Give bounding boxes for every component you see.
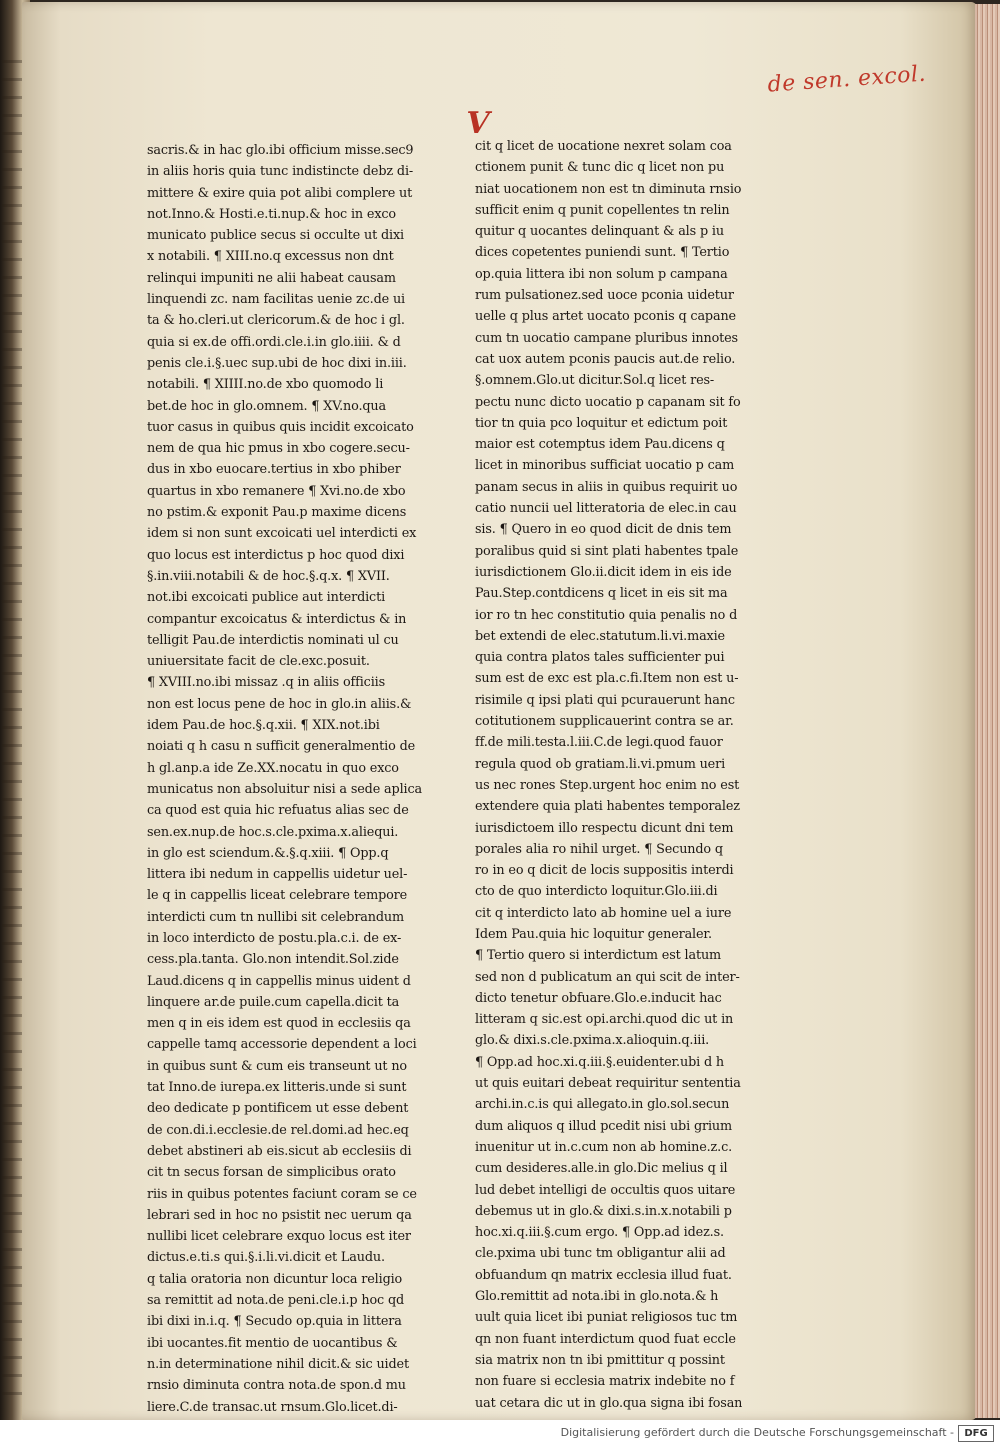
- text-line: hoc.xi.q.iii.§.cum ergo. ¶ Opp.ad idez.s.: [475, 1225, 724, 1241]
- text-line: §.omnem.Glo.ut dicitur.Sol.q licet res-: [475, 373, 715, 389]
- text-line: dicto tenetur obfuare.Glo.e.inducit hac: [475, 990, 722, 1006]
- text-line: obfuandum qn matrix ecclesia illud fuat.: [475, 1267, 732, 1283]
- text-line: tior tn quia pco loquitur et edictum poit: [475, 415, 728, 431]
- text-line: ta & ho.cleri.ut clericorum.& de hoc i gl.: [147, 313, 405, 329]
- text-line: us nec rones Step.urgent hoc enim no est: [475, 777, 740, 793]
- text-line: n.in determinatione nihil dicit.& sic uidet: [147, 1356, 409, 1372]
- text-line: q talia oratoria non dicuntur loca religio: [147, 1271, 403, 1287]
- text-line: cum desideres.alle.in glo.Dic melius q il: [475, 1161, 728, 1177]
- text-line: sufficit enim q punit copellentes tn relin: [475, 202, 730, 218]
- text-line: tat Inno.de iurepa.ex litteris.unde si sunt: [147, 1080, 407, 1096]
- text-line: quitur q uocantes delinquant & als p iu: [475, 224, 724, 240]
- text-line: iurisdictoem illo respectu dicunt dni tem: [475, 820, 734, 836]
- text-line: cess.pla.tanta. Glo.non intendit.Sol.zide: [147, 952, 399, 968]
- text-line: sen.ex.nup.de hoc.s.cle.pxima.x.aliequi.: [147, 824, 399, 840]
- text-line: risimile q ipsi plati qui pcurauerunt hanc: [475, 692, 735, 708]
- text-line: cotitutionem supplicauerint contra se ar.: [475, 714, 734, 730]
- text-line: lud debet intelligi de occultis quos uitare: [475, 1182, 736, 1198]
- text-line: relinqui impuniti ne alii habeat causam: [147, 270, 396, 286]
- text-line: men q in eis idem est quod in ecclesiis qa: [147, 1016, 411, 1032]
- text-line: linquere ar.de puile.cum capella.dicit ta: [147, 994, 400, 1010]
- digitization-credit: Digitalisierung gefördert durch die Deutsche Forschungsgemeinschaft -: [560, 1426, 954, 1439]
- text-line: ¶ XVIII.no.ibi missaz .q in aliis officiis: [147, 675, 385, 691]
- text-line: no pstim.& exponit Pau.p maxime dicens: [147, 505, 407, 521]
- text-line: x notabili. ¶ XIII.no.q excessus non dnt: [147, 249, 394, 265]
- text-line: ¶ Tertio quero si interdictum est latum: [475, 948, 722, 964]
- text-line: ¶ Opp.ad hoc.xi.q.iii.§.euidenter.ubi d h: [475, 1054, 725, 1070]
- text-line: archi.in.c.is qui allegato.in glo.sol.secun: [475, 1097, 730, 1113]
- text-line: sis. ¶ Quero in eo quod dicit de dnis tem: [475, 522, 732, 538]
- text-line: nem de qua hic pmus in xbo cogere.secu-: [147, 441, 410, 457]
- text-line: ctionem punit & tunc dic q licet non pu: [475, 160, 725, 176]
- text-line: liere.C.de transac.ut rnsum.Glo.licet.di-: [147, 1399, 398, 1415]
- text-line: litteram q sic.est opi.archi.quod dic ut in: [475, 1012, 734, 1028]
- text-line: quartus in xbo remanere ¶ Xvi.no.de xbo: [147, 483, 406, 499]
- text-line: uelle q plus artet uocato pconis q capane: [475, 309, 736, 325]
- text-line: dum aliquos q illud pcedit nisi ubi grium: [475, 1118, 732, 1134]
- text-line: idem si non sunt excoicati uel interdicti ex: [147, 526, 417, 542]
- text-line: in quibus sunt & cum eis transeunt ut no: [147, 1058, 407, 1074]
- text-line: noiati q h casu n sufficit generalmentio de: [147, 739, 416, 755]
- text-line: sum est de exc est pla.c.fi.Item non est u-: [475, 671, 739, 687]
- text-line: niat uocationem non est tn diminuta rnsio: [475, 181, 742, 197]
- text-line: linquendi zc. nam facilitas uenie zc.de ui: [147, 292, 405, 308]
- text-line: porales alia ro nihil urget. ¶ Secundo q: [475, 841, 723, 857]
- text-line: cto de quo interdicto loquitur.Glo.iii.di: [475, 884, 718, 900]
- text-line: municato publice secus si occulte ut dixi: [147, 228, 405, 244]
- text-line: nullibi licet celebrare exquo locus est iter: [147, 1229, 411, 1245]
- text-line: penis cle.i.§.uec sup.ubi de hoc dixi in.iii.: [147, 355, 407, 371]
- previous-page-text-bleed: [2, 60, 22, 1400]
- text-line: not.ibi excoicati publice aut interdicti: [147, 590, 386, 606]
- text-line: ut quis euitari debeat requiritur sententia: [475, 1076, 741, 1092]
- text-line: cum tn uocatio campane pluribus innotes: [475, 330, 738, 346]
- left-text-column: [147, 140, 437, 1418]
- text-line: Pau.Step.contdicens q licet in eis sit ma: [475, 586, 728, 602]
- page-stack-edge: [975, 4, 1000, 1418]
- text-line: §.in.viii.notabili & de hoc.§.q.x. ¶ XVII.: [147, 568, 390, 584]
- text-line: cat uox autem pconis paucis aut.de relio.: [475, 351, 736, 367]
- text-line: municatus non absoluitur nisi a sede aplica: [147, 781, 422, 797]
- text-line: quo locus est interdictus p hoc quod dixi: [147, 547, 405, 563]
- text-line: cit q licet de uocatione nexret solam coa: [475, 139, 732, 154]
- text-line: extendere quia plati habentes temporalez: [475, 799, 740, 815]
- text-line: deo dedicate p pontificem ut esse debent: [147, 1101, 409, 1117]
- text-line: cle.pxima ubi tunc tm obligantur alii ad: [475, 1246, 726, 1262]
- text-line: sa remittit ad nota.de peni.cle.i.p hoc qd: [147, 1293, 405, 1309]
- text-line: ca quod est quia hic refuatus alias sec de: [147, 803, 409, 819]
- text-line: le q in cappellis liceat celebrare tempore: [147, 888, 408, 904]
- text-line: catio nuncii uel litteratoria de elec.in cau: [475, 501, 737, 517]
- text-line: uat cetara dic ut in glo.qua signa ibi fosan: [475, 1395, 743, 1411]
- text-line: dictus.e.ti.s qui.§.i.li.vi.dicit et Laudu.: [147, 1250, 385, 1266]
- text-line: in glo est sciendum.&.§.q.xiii. ¶ Opp.q: [147, 845, 389, 861]
- text-line: poralibus quid si sint plati habentes tpale: [475, 543, 739, 559]
- text-line: interdicti cum tn nullibi sit celebrandum: [147, 909, 404, 925]
- text-line: Idem Pau.quia hic loquitur generaler.: [475, 926, 712, 942]
- text-line: panam secus in aliis in quibus requirit uo: [475, 479, 738, 495]
- text-line: op.quia littera ibi non solum p campana: [475, 266, 728, 282]
- text-line: in aliis horis quia tunc indistincte debz di-: [147, 164, 414, 180]
- text-line: cit q interdicto lato ab homine uel a iure: [475, 905, 732, 921]
- text-line: de con.di.i.ecclesie.de rel.domi.ad hec.eq: [147, 1122, 409, 1138]
- text-line: idem Pau.de hoc.§.q.xii. ¶ XIX.not.ibi: [147, 718, 380, 734]
- text-line: littera ibi nedum in cappellis uidetur uel-: [147, 867, 408, 883]
- text-line: dus in xbo euocare.tertius in xbo phiber: [147, 462, 401, 478]
- text-line: glo.& dixi.s.cle.pxima.x.alioquin.q.iii.: [475, 1033, 710, 1049]
- text-line: Laud.dicens q in cappellis minus uident d: [147, 973, 411, 989]
- text-line: notabili. ¶ XIIII.no.de xbo quomodo li: [147, 377, 384, 393]
- handwritten-marginal-note: de sen. excol.: [766, 61, 927, 98]
- text-line: rnsio diminuta contra nota.de spon.d mu: [147, 1378, 406, 1394]
- text-line: lebrari sed in hoc no psistit nec uerum qa: [147, 1207, 412, 1223]
- text-line: uniuersitate facit de cle.exc.posuit.: [147, 654, 370, 670]
- text-line: non fuare si ecclesia matrix indebite no f: [475, 1374, 735, 1390]
- text-line: h gl.anp.a ide Ze.XX.nocatu in quo exco: [147, 760, 399, 776]
- text-line: ior ro tn hec constitutio quia penalis no d: [475, 607, 738, 623]
- text-line: maior est cotemptus idem Pau.dicens q: [475, 437, 725, 453]
- text-line: ff.de mili.testa.l.iii.C.de legi.quod fauor: [475, 735, 723, 751]
- footer-bar: [0, 1420, 1000, 1446]
- text-line: ibi dixi in.i.q. ¶ Secudo op.quia in littera: [147, 1314, 402, 1330]
- text-line: cit tn secus forsan de simplicibus orato: [147, 1165, 396, 1181]
- text-line: non est locus pene de hoc in glo.in aliis.&: [147, 696, 412, 712]
- text-line: licet in minoribus sufficiat uocatio p cam: [475, 458, 735, 474]
- text-line: debet abstineri ab eis.sicut ab ecclesiis di: [147, 1143, 412, 1159]
- text-line: in loco interdicto de postu.pla.c.i. de ex-: [147, 930, 402, 946]
- text-line: regula quod ob gratiam.li.vi.pmum ueri: [475, 756, 726, 772]
- text-line: dices copetentes puniendi sunt. ¶ Tertio: [475, 245, 730, 261]
- text-line: iurisdictionem Glo.ii.dicit idem in eis ide: [475, 564, 732, 580]
- text-line: qn non fuant interdictum quod fuat eccle: [475, 1331, 736, 1347]
- text-line: ibi uocantes.fit mentio de uocantibus &: [147, 1335, 398, 1351]
- text-line: Glo.remittit ad nota.ibi in glo.nota.& h: [475, 1289, 719, 1305]
- text-line: debemus ut in glo.& dixi.s.in.x.notabili p: [475, 1203, 732, 1219]
- text-line: sia matrix non tn ibi pmittitur q possint: [475, 1352, 725, 1368]
- text-line: ro in eo q dicit de locis suppositis interdi: [475, 863, 734, 879]
- text-line: quia si ex.de offi.ordi.cle.i.in glo.iiii. & d: [147, 334, 401, 350]
- text-line: uult quia licet ibi puniat religiosos tuc tm: [475, 1310, 738, 1326]
- text-line: compantur excoicatus & interdictus & in: [147, 611, 407, 627]
- text-line: riis in quibus potentes faciunt coram se ce: [147, 1186, 417, 1202]
- text-line: cappelle tamq accessorie dependent a loci: [147, 1037, 417, 1053]
- text-line: tuor casus in quibus quis incidit excoicato: [147, 419, 414, 435]
- text-line: bet.de hoc in glo.omnem. ¶ XV.no.qua: [147, 398, 386, 414]
- text-line: sed non d publicatum an qui scit de inter-: [475, 969, 740, 985]
- text-line: telligit Pau.de interdictis nominati ul cu: [147, 632, 399, 648]
- text-line: mittere & exire quia pot alibi complere ut: [147, 185, 413, 201]
- text-line: bet extendi de elec.statutum.li.vi.maxie: [475, 628, 725, 644]
- text-line: pectu nunc dicto uocatio p capanam sit fo: [475, 394, 741, 410]
- dfg-logo: DFG: [958, 1425, 994, 1442]
- text-line: inuenitur ut in.c.cum non ab homine.z.c.: [475, 1139, 732, 1155]
- text-line: sacris.& in hac glo.ibi officium misse.sec9: [147, 143, 414, 158]
- right-text-column: [475, 136, 765, 1414]
- text-line: rum pulsationez.sed uoce pconia uidetur: [475, 288, 734, 304]
- text-line: quia contra platos tales sufficienter pui: [475, 650, 725, 666]
- rubricated-initial: V: [466, 106, 490, 141]
- text-line: not.Inno.& Hosti.e.ti.nup.& hoc in exco: [147, 206, 396, 222]
